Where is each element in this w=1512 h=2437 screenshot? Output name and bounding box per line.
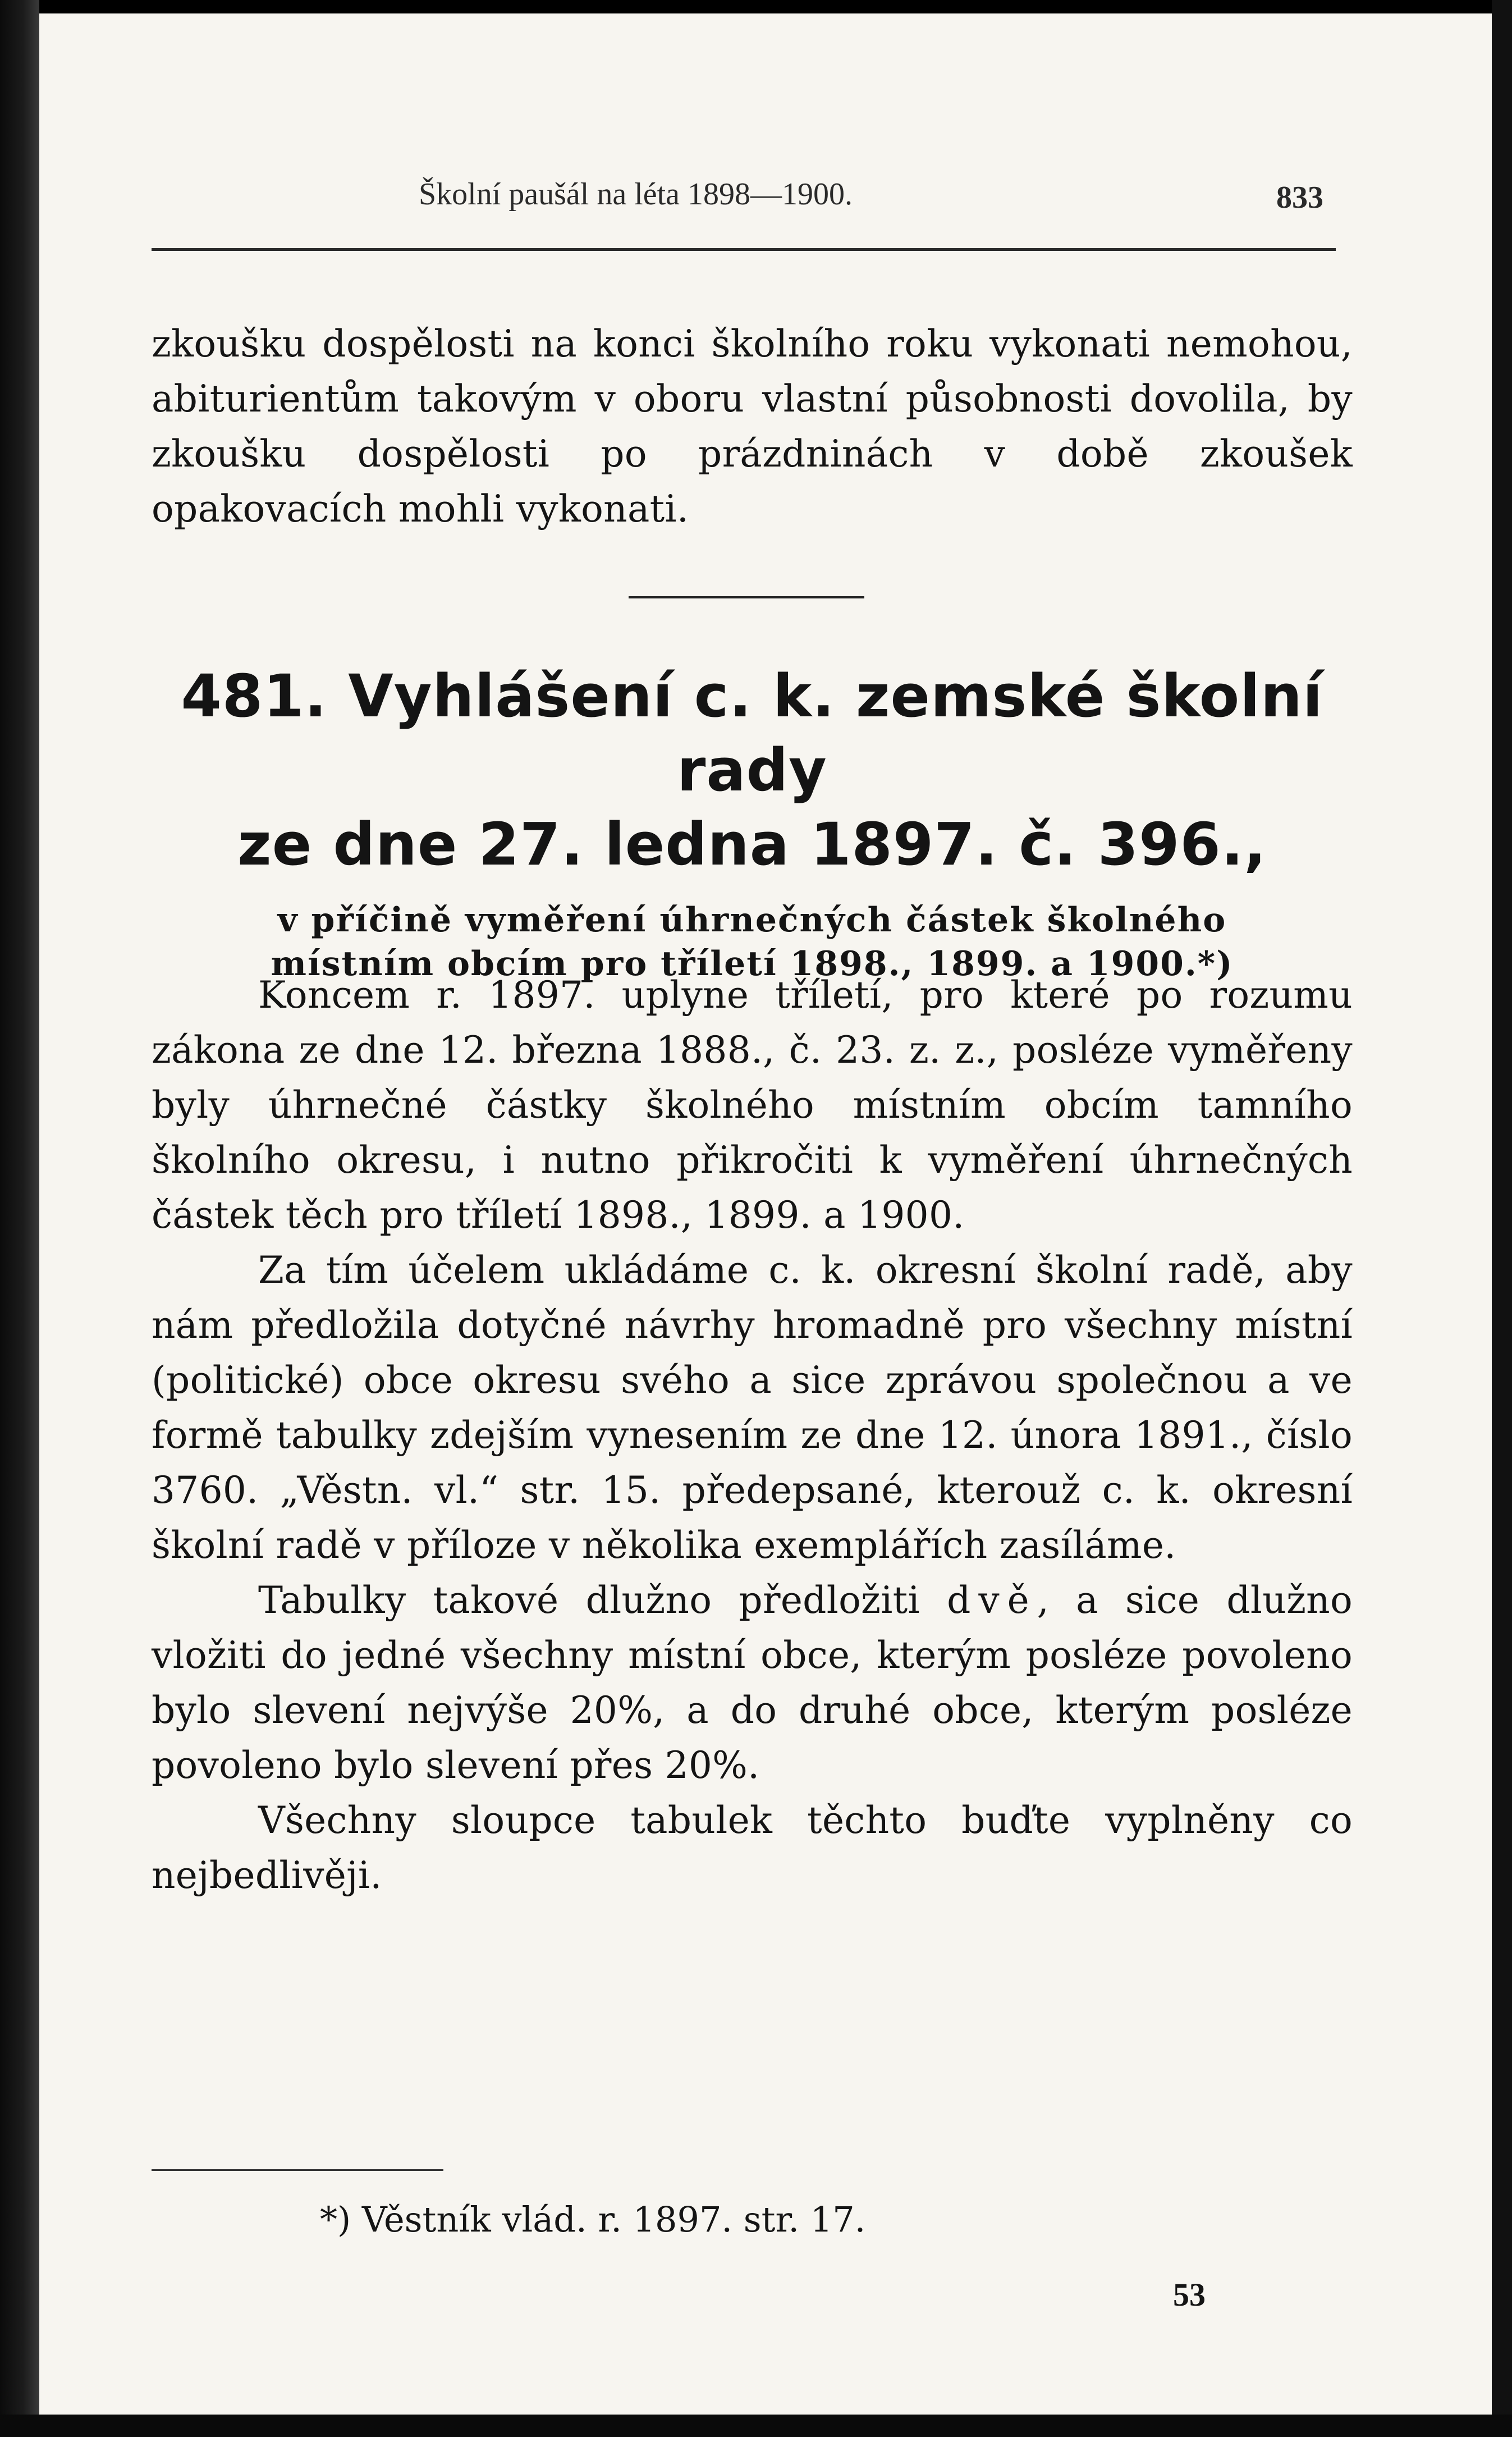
footnote: *) Věstník vlád. r. 1897. str. 17. (320, 2199, 866, 2240)
heading-subtitle-line-1: v příčině vyměření úhrnečných částek školného (277, 900, 1227, 940)
paragraph-3-end: , a sice dlužno vložiti do jedné všechny místní obce, kterým posléze povoleno bylo slevení nejvýše 20%, a do druhé obce, kterým posléze povoleno bylo slevení přes 20%. (152, 1579, 1353, 1787)
printer-signature-mark: 53 (1173, 2276, 1206, 2313)
paragraph-4: Všechny sloupce tabulek těchto buďte vyplněny co nejbedlivěji. (152, 1799, 1353, 1897)
heading-line-2: ze dne 27. ledna 1897. č. 396., (237, 810, 1267, 879)
heading-subtitle-line-2: místním obcím pro tříletí 1898., 1899. a 1900.*) (271, 944, 1234, 984)
running-header (161, 176, 1323, 221)
scan-border-right (1492, 0, 1512, 2437)
section-separator (629, 596, 864, 598)
scan-border-bottom (0, 2415, 1512, 2437)
page-number: 833 (1276, 180, 1323, 215)
section-heading (152, 659, 1353, 986)
running-title: Školní paušál na léta 1898—1900. (419, 177, 853, 212)
paragraph-3-emphasis: dvě (947, 1579, 1037, 1622)
paragraph-1: Koncem r. 1897. uplyne tříletí, pro které po rozumu zákona ze dne 12. března 1888., č. 23. z. z., posléze vyměřeny byly úhrnečné částky školného místním obcím tamního školního okresu, i nutno přikročiti k vyměření úhrnečných částek těch pro tříletí 1898., 1899. a 1900. (152, 973, 1353, 1237)
header-rule (152, 248, 1336, 251)
section-body (152, 968, 1353, 1903)
book-page (39, 13, 1492, 2415)
paragraph-3 (152, 1573, 1353, 1793)
heading-line-1: 481. Vyhlášení c. k. zemské školní rady (181, 662, 1323, 804)
paragraph-3-start: Tabulky takové dlužno předložiti (258, 1579, 920, 1622)
footnote-rule (152, 2169, 443, 2171)
scan-border-left (0, 0, 39, 2437)
paragraph-2: Za tím účelem ukládáme c. k. okresní školní radě, aby nám předložila dotyčné návrhy hromadně pro všechny místní (politické) obce okresu svého a sice zprávou společnou a ve formě tabulky zdejším vynesením ze dne 12. února 1891., číslo 3760. „Věstn. vl.“ str. 15. předepsané, kterouž c. k. okresní školní radě v příloze v několika exemplářích zasíláme. (152, 1249, 1353, 1567)
continuation-paragraph: zkoušku dospělosti na konci školního roku vykonati nemohou, abiturientům takovým v oboru vlastní působnosti dovolila, by zkoušku dospělosti po prázdninách v době zkoušek opakovacích mohli vykonati. (152, 322, 1353, 531)
